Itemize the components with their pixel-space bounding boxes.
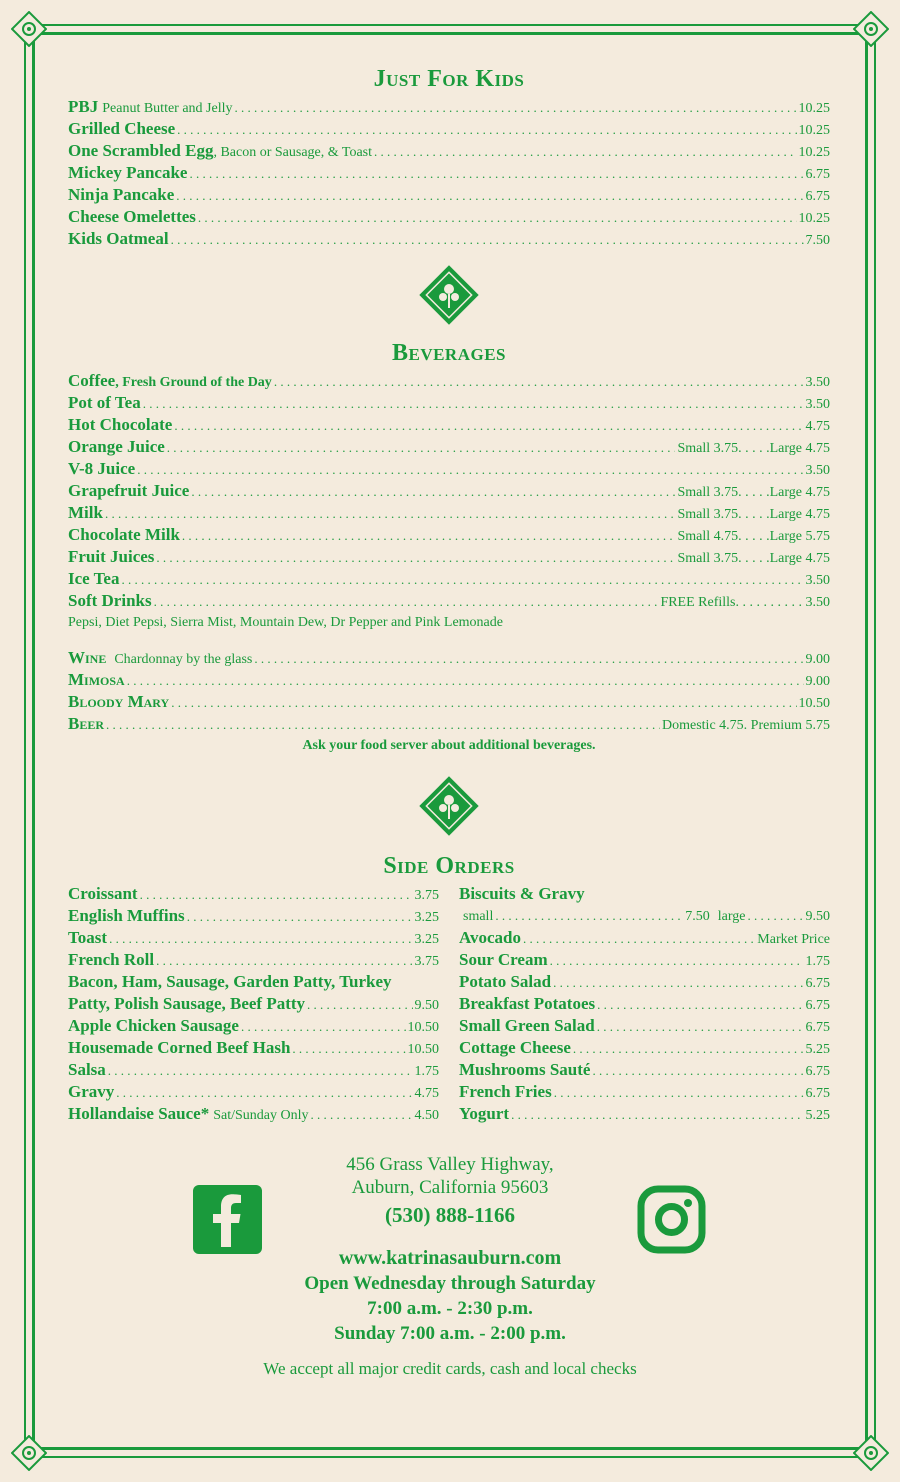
leader-dots: [597, 1016, 804, 1038]
leader-dots: [137, 459, 803, 481]
item-name: Small Green Salad: [459, 1016, 595, 1035]
menu-item: [68, 228, 830, 250]
leader-dots: [748, 905, 804, 927]
menu-item: [459, 883, 830, 905]
leader-dots: [140, 884, 413, 906]
leader-dots: [106, 714, 660, 736]
item-name: Kids Oatmeal: [68, 229, 169, 248]
beverages-list: [68, 370, 830, 757]
leader-dots: [121, 569, 803, 591]
leader-dots: [143, 393, 804, 415]
side-orders-left-column: [68, 883, 439, 1125]
item-name: English Muffins: [68, 906, 185, 925]
item-name: Biscuits & Gravy: [459, 884, 585, 903]
kids-section-title: Just For Kids: [373, 66, 525, 92]
menu-item: [68, 1015, 439, 1037]
item-price: 5.25: [805, 1042, 830, 1057]
item-price: 9.50: [414, 998, 439, 1013]
item-price: 10.25: [798, 211, 830, 226]
item-desc: , Fresh Ground of the Day: [115, 375, 272, 390]
leader-dots: [554, 1082, 804, 1104]
item-price: 6.75: [805, 1064, 830, 1079]
leader-dots: [307, 994, 412, 1016]
leader-dots: [495, 905, 683, 927]
corner-ornament-icon: [11, 11, 47, 47]
item-price: 3.50: [805, 463, 830, 478]
item-price: Small 4.75. . . . .Large 5.75: [677, 529, 830, 544]
menu-item: [68, 971, 439, 993]
menu-item: [68, 927, 439, 949]
item-name: Grapefruit Juice: [68, 481, 190, 500]
item-price: 10.50: [798, 696, 830, 711]
item-name: Apple Chicken Sausage: [68, 1016, 239, 1035]
side-orders-section-title: Side Orders: [383, 853, 515, 879]
website-link[interactable]: www.katrinasauburn.com: [338, 1247, 562, 1269]
leader-dots: [511, 1104, 803, 1126]
restaurant-info: [0, 1153, 900, 1380]
address-line-1: 456 Grass Valley Highway,: [346, 1154, 554, 1175]
leader-dots: [127, 670, 804, 692]
item-price: 4.75: [414, 1086, 439, 1101]
menu-item: [68, 1081, 439, 1103]
leader-dots: [597, 994, 803, 1016]
menu-item: [68, 1103, 439, 1125]
menu-item: [68, 993, 439, 1015]
menu-item: [68, 458, 830, 480]
item-name: Ice Tea: [68, 569, 120, 588]
leader-dots: [274, 371, 804, 393]
menu-item: [68, 905, 439, 927]
leader-dots: [116, 1082, 412, 1104]
item-name: Hollandaise Sauce*: [68, 1104, 210, 1123]
corner-ornament-icon: [853, 1435, 889, 1471]
item-price: 6.75: [805, 1086, 830, 1101]
leader-dots: [109, 928, 412, 950]
item-price: FREE Refills. . . . . . . . . . 3.50: [660, 595, 830, 610]
menu-item: [68, 392, 830, 414]
leader-dots: [105, 503, 675, 525]
item-name: Avocado: [459, 928, 522, 947]
leader-dots: [189, 163, 803, 185]
beverages-section-title: Beverages: [391, 340, 507, 366]
menu-item: [459, 971, 830, 993]
item-name: PBJ: [68, 97, 99, 116]
item-name: Cheese Omelettes: [68, 207, 196, 226]
leader-dots: [171, 229, 804, 251]
item-name: Coffee: [68, 371, 116, 390]
item-price: 3.50: [805, 375, 830, 390]
leader-dots: [311, 1104, 413, 1126]
phone-number: (530) 888-1166: [384, 1203, 516, 1227]
item-desc: Peanut Butter and Jelly: [102, 101, 233, 116]
item-price: 6.75: [805, 189, 830, 204]
floral-diamond-ornament-icon: [418, 264, 480, 326]
kids-list: [68, 96, 830, 250]
item-name: Cottage Cheese: [459, 1038, 571, 1057]
address-line-2: Auburn, California 95603: [351, 1177, 549, 1198]
item-name: Toast: [68, 928, 108, 947]
item-desc: , Bacon or Sausage, & Toast: [213, 145, 373, 160]
item-name: Wine: [68, 648, 107, 667]
item-name: Bloody Mary: [68, 692, 170, 711]
leader-dots: [235, 97, 797, 119]
item-name: Mickey Pancake: [68, 163, 188, 182]
menu-item: [68, 590, 830, 612]
leader-dots: [156, 950, 412, 972]
menu-item: [68, 96, 830, 118]
item-price: 7.50: [805, 233, 830, 248]
item-price: 10.25: [798, 123, 830, 138]
item-price: 10.50: [407, 1042, 439, 1057]
menu-item: [68, 669, 830, 691]
leader-dots: [553, 972, 803, 994]
item-name: French Fries: [459, 1082, 552, 1101]
menu-item: [459, 993, 830, 1015]
menu-item: [459, 1081, 830, 1103]
leader-dots: [550, 950, 804, 972]
item-price: Domestic 4.75. Premium 5.75: [662, 718, 830, 733]
menu-item: [68, 502, 830, 524]
menu-item: [68, 647, 830, 669]
menu-item: [68, 1059, 439, 1081]
item-name: V-8 Juice: [68, 459, 136, 478]
item-name: Breakfast Potatoes: [459, 994, 596, 1013]
hours-line-1: Open Wednesday through Saturday: [304, 1273, 596, 1294]
item-name: Potato Salad: [459, 972, 552, 991]
item-price: 6.75: [805, 167, 830, 182]
item-name: Chocolate Milk: [68, 525, 180, 544]
item-price: 10.25: [798, 145, 830, 160]
item-price: 9.50: [805, 909, 830, 924]
item-price: 10.50: [407, 1020, 439, 1035]
leader-dots: [292, 1038, 405, 1060]
large-label: large: [717, 909, 746, 924]
side-orders-columns: [68, 883, 830, 1125]
leader-dots: [187, 906, 413, 928]
menu-item: [459, 927, 830, 949]
leader-dots: [573, 1038, 804, 1060]
leader-dots: [171, 692, 796, 714]
item-price: Small 3.75. . . . .Large 4.75: [677, 507, 830, 522]
payment-note: We accept all major credit cards, cash and local checks: [263, 1359, 637, 1378]
item-price: 3.50: [805, 573, 830, 588]
item-price: 3.50: [805, 397, 830, 412]
leader-dots: [374, 141, 796, 163]
leader-dots: [182, 525, 676, 547]
item-price: 3.75: [414, 954, 439, 969]
menu-item: [68, 524, 830, 546]
item-name: Hot Chocolate: [68, 415, 173, 434]
item-price: 4.50: [414, 1108, 439, 1123]
item-name: Milk: [68, 503, 103, 522]
leader-dots: [174, 415, 803, 437]
menu-item: [68, 1037, 439, 1059]
corner-ornament-icon: [11, 1435, 47, 1471]
item-name: Housemade Corned Beef Hash: [68, 1038, 291, 1057]
side-orders-right-column: [459, 883, 830, 1125]
leader-dots: [241, 1016, 406, 1038]
item-name: Croissant: [68, 884, 138, 903]
item-price: 9.00: [805, 674, 830, 689]
small-label: small: [463, 909, 494, 924]
menu-item: [68, 568, 830, 590]
leader-dots: [176, 185, 803, 207]
menu-item: [459, 1059, 830, 1081]
menu-item: [68, 949, 439, 971]
item-price: 10.25: [798, 101, 830, 116]
item-price: Small 3.75. . . . .Large 4.75: [677, 551, 830, 566]
menu-content: [68, 62, 830, 1125]
hours-line-2: 7:00 a.m. - 2:30 p.m.: [367, 1298, 533, 1319]
item-price: 1.75: [414, 1064, 439, 1079]
corner-ornament-icon: [853, 11, 889, 47]
soft-drinks-note: Pepsi, Diet Pepsi, Sierra Mist, Mountain Dew, Dr Pepper and Pink Lemonade: [68, 615, 503, 630]
item-name: Mimosa: [68, 670, 125, 689]
item-price: Market Price: [757, 932, 830, 947]
item-name: One Scrambled Egg: [68, 141, 214, 160]
small-price: 7.50: [685, 909, 710, 924]
leader-dots: [198, 207, 797, 229]
item-name: Sour Cream: [459, 950, 548, 969]
item-name: Gravy: [68, 1082, 115, 1101]
item-name: Grilled Cheese: [68, 119, 176, 138]
item-price: Small 3.75. . . . .Large 4.75: [677, 485, 830, 500]
item-name: Fruit Juices: [68, 547, 155, 566]
item-price: 3.25: [414, 910, 439, 925]
floral-diamond-ornament-icon: [418, 775, 480, 837]
leader-dots: [177, 119, 796, 141]
leader-dots: [592, 1060, 803, 1082]
item-name: Mushrooms Sauté: [459, 1060, 591, 1079]
menu-item: [68, 436, 830, 458]
item-price: 1.75: [805, 954, 830, 969]
item-name: Bacon, Ham, Sausage, Garden Patty, Turkey: [68, 972, 392, 991]
item-name: Ninja Pancake: [68, 185, 175, 204]
leader-dots: [254, 648, 803, 670]
menu-item: [459, 1015, 830, 1037]
item-name: Pot of Tea: [68, 393, 141, 412]
item-price: 9.00: [805, 652, 830, 667]
leader-dots: [167, 437, 676, 459]
leader-dots: [108, 1060, 413, 1082]
item-name: Patty, Polish Sausage, Beef Patty: [68, 994, 306, 1013]
menu-item: [68, 414, 830, 436]
leader-dots: [156, 547, 675, 569]
menu-item: [68, 883, 439, 905]
leader-dots: [191, 481, 675, 503]
menu-item: [68, 546, 830, 568]
menu-item: [459, 1037, 830, 1059]
menu-item: [68, 691, 830, 713]
menu-item: [68, 162, 830, 184]
additional-beverages-note: Ask your food server about additional beverages.: [302, 738, 596, 753]
item-name: French Roll: [68, 950, 155, 969]
hours-line-3: Sunday 7:00 a.m. - 2:00 p.m.: [334, 1323, 566, 1344]
menu-item: [68, 480, 830, 502]
item-name: Orange Juice: [68, 437, 165, 456]
item-price: 3.25: [414, 932, 439, 947]
menu-item: [68, 370, 830, 392]
item-name: Soft Drinks: [68, 591, 152, 610]
item-name: Beer: [68, 714, 105, 733]
menu-item-sizes: [459, 905, 830, 927]
item-desc: Chardonnay by the glass: [114, 652, 253, 667]
menu-item: [68, 184, 830, 206]
item-price: 5.25: [805, 1108, 830, 1123]
item-name: Yogurt: [459, 1104, 510, 1123]
item-price: 4.75: [805, 419, 830, 434]
item-name: Salsa: [68, 1060, 106, 1079]
menu-item: [68, 713, 830, 735]
menu-item: [68, 118, 830, 140]
item-price: 6.75: [805, 976, 830, 991]
leader-dots: [523, 928, 755, 950]
item-price: 3.75: [414, 888, 439, 903]
menu-item: [459, 949, 830, 971]
item-price: 6.75: [805, 998, 830, 1013]
item-price: Small 3.75. . . . .Large 4.75: [677, 441, 830, 456]
menu-item: [68, 206, 830, 228]
leader-dots: [154, 591, 659, 613]
menu-item: [459, 1103, 830, 1125]
item-desc: Sat/Sunday Only: [213, 1108, 309, 1123]
menu-item: [68, 140, 830, 162]
item-price: 6.75: [805, 1020, 830, 1035]
